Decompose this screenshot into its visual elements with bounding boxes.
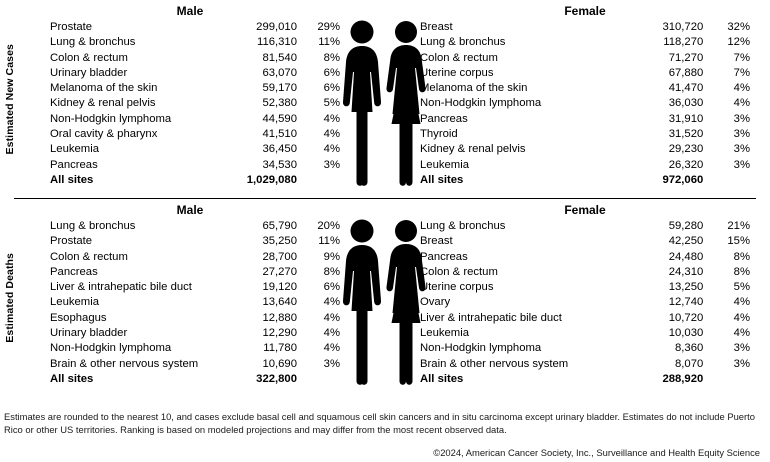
cell-site: Leukemia [420, 158, 469, 171]
cell-percent: 6% [323, 82, 340, 95]
table-row [420, 357, 750, 372]
cell-site: Ovary [420, 296, 451, 309]
cell-percent: 4% [323, 112, 340, 125]
cell-site: Non-Hodgkin lymphoma [50, 342, 172, 355]
cell-percent: 21% [727, 220, 750, 232]
cell-count: 36,030 [668, 97, 704, 110]
cell-site: Leukemia [420, 327, 469, 340]
cell-count: 42,250 [668, 235, 704, 248]
table-row [50, 20, 340, 35]
table-row [50, 234, 340, 249]
cell-site: All sites [50, 372, 94, 385]
cell-site: Prostate [50, 21, 93, 33]
cell-count: 27,270 [262, 265, 297, 278]
table-row [50, 35, 340, 50]
cell-percent [703, 173, 750, 188]
cell-count: 322,800 [256, 372, 297, 385]
table-row-total [420, 173, 750, 188]
cell-site: All sites [420, 173, 464, 186]
table-row [420, 326, 750, 341]
cell-count: 36,450 [262, 143, 297, 156]
cell-percent: 4% [733, 296, 750, 309]
table-row [50, 51, 340, 66]
column-header-female-new-cases: Female [564, 4, 606, 18]
table-female-deaths [420, 219, 750, 387]
table-row [420, 265, 750, 280]
cell-percent: 4% [323, 143, 340, 156]
cell-count: 116,310 [257, 36, 297, 49]
table-row [420, 311, 750, 326]
cell-site: Melanoma of the skin [50, 82, 158, 95]
column-header-male-new-cases: Male [176, 4, 204, 18]
cell-count: 118,270 [663, 36, 704, 49]
cell-percent: 4% [733, 311, 750, 324]
cell-percent: 8% [323, 265, 340, 278]
cell-percent: 5% [323, 97, 340, 110]
cell-site: Esophagus [50, 311, 107, 324]
cell-site: Melanoma of the skin [420, 82, 528, 95]
cell-site: Pancreas [50, 158, 98, 171]
table-row [420, 35, 750, 50]
table-row [50, 219, 340, 234]
cell-site: Breast [420, 235, 453, 248]
cell-site: Pancreas [50, 265, 98, 278]
cell-percent: 4% [733, 82, 750, 95]
cell-count: 63,070 [262, 66, 297, 79]
cell-site: Leukemia [50, 143, 99, 156]
cell-percent: 3% [733, 112, 750, 125]
human-figures-deaths [340, 215, 432, 390]
cell-count: 65,790 [262, 220, 297, 232]
table-row-total [50, 173, 340, 188]
cell-site: Colon & rectum [420, 265, 498, 278]
cell-site: Pancreas [420, 112, 468, 125]
cell-count: 13,250 [668, 281, 704, 294]
cell-site: Colon & rectum [420, 51, 498, 64]
table-row [420, 280, 750, 295]
cell-site: All sites [50, 173, 94, 186]
cell-site: All sites [420, 372, 464, 385]
table-row [420, 158, 750, 173]
cell-site: Kidney & renal pelvis [420, 143, 526, 156]
cell-site: Urinary bladder [50, 327, 128, 340]
cell-site: Colon & rectum [50, 51, 128, 64]
table-male-new-cases [50, 20, 340, 188]
table-row [50, 66, 340, 81]
table-row [420, 20, 750, 35]
table-female-new-cases [420, 20, 750, 188]
cell-percent: 8% [733, 265, 750, 278]
cell-count: 288,920 [662, 372, 704, 385]
cell-count: 44,590 [262, 112, 297, 125]
cell-count: 24,310 [668, 265, 704, 278]
cell-count: 67,880 [668, 66, 704, 79]
cell-percent: 8% [323, 51, 340, 64]
cell-percent: 3% [733, 143, 750, 156]
table-row [50, 295, 340, 310]
table-row [420, 341, 750, 356]
cell-percent [703, 372, 750, 387]
column-header-male-deaths: Male [176, 203, 204, 217]
cell-site: Leukemia [50, 296, 99, 309]
cell-site: Uterine corpus [420, 66, 494, 79]
cell-count: 8,360 [675, 342, 704, 355]
copyright-text: ©2024, American Cancer Society, Inc., Surveillance and Health Equity Science [433, 447, 760, 458]
table-row [50, 265, 340, 280]
cell-percent: 9% [323, 250, 340, 263]
cell-count: 972,060 [662, 173, 704, 186]
panel-estimated-deaths [0, 199, 770, 397]
panel-axis-label-deaths [2, 199, 18, 397]
table-row [420, 234, 750, 249]
cell-percent: 4% [323, 342, 340, 355]
table-row [50, 311, 340, 326]
cell-count: 26,320 [668, 158, 704, 171]
cell-percent: 11% [318, 235, 340, 248]
table-row [50, 158, 340, 173]
cell-percent: 3% [323, 357, 340, 370]
axis-label-text: Estimated New Cases [4, 43, 16, 155]
cell-site: Urinary bladder [50, 66, 128, 79]
cell-count: 11,780 [263, 342, 297, 355]
cell-percent: 3% [733, 357, 750, 370]
cell-percent: 12% [727, 36, 750, 49]
human-figures-new-cases [340, 16, 432, 191]
table-row [50, 112, 340, 127]
cell-count: 8,070 [675, 357, 704, 370]
cell-percent: 6% [323, 66, 340, 79]
table-row [420, 219, 750, 234]
cell-percent: 8% [733, 250, 750, 263]
cell-percent: 3% [733, 158, 750, 171]
cell-count: 52,380 [262, 97, 297, 110]
cell-site: Colon & rectum [50, 250, 128, 263]
cell-count: 59,170 [262, 82, 297, 95]
table-row-total [420, 372, 750, 387]
cell-percent: 7% [733, 51, 750, 64]
table-row [50, 280, 340, 295]
table-row [50, 81, 340, 96]
cell-count: 59,280 [668, 220, 704, 232]
cell-percent: 4% [323, 311, 340, 324]
cell-percent: 3% [323, 158, 340, 171]
cell-count: 34,530 [262, 158, 297, 171]
table-male-deaths [50, 219, 340, 387]
table-row [420, 127, 750, 142]
cell-site: Brain & other nervous system [420, 357, 569, 370]
cell-percent: 11% [318, 36, 340, 49]
cell-count: 35,250 [262, 235, 297, 248]
cell-percent [297, 173, 340, 188]
cell-site: Breast [420, 21, 453, 33]
cell-site: Lung & bronchus [420, 220, 506, 232]
cell-percent: 3% [733, 128, 750, 141]
table-row-total [50, 372, 340, 387]
cell-percent: 5% [733, 281, 750, 294]
cell-percent: 4% [733, 327, 750, 340]
cell-site: Brain & other nervous system [50, 357, 199, 370]
cell-count: 10,720 [668, 311, 704, 324]
table-row [50, 250, 340, 265]
cell-percent: 3% [733, 342, 750, 355]
cell-percent: 7% [733, 66, 750, 79]
cell-count: 13,640 [262, 296, 297, 309]
cell-count: 28,700 [262, 250, 297, 263]
table-row [50, 326, 340, 341]
table-row [50, 357, 340, 372]
cell-count: 24,480 [668, 250, 704, 263]
cell-count: 29,230 [668, 143, 704, 156]
cell-percent: 4% [323, 296, 340, 309]
cell-percent [297, 372, 340, 387]
table-row [50, 127, 340, 142]
cell-site: Kidney & renal pelvis [50, 97, 156, 110]
table-row [420, 142, 750, 157]
cell-count: 41,470 [668, 82, 704, 95]
cell-site: Thyroid [420, 128, 458, 141]
cell-site: Non-Hodgkin lymphoma [420, 342, 542, 355]
cell-count: 12,880 [262, 311, 297, 324]
cell-site: Lung & bronchus [50, 36, 136, 49]
cell-count: 19,120 [262, 281, 297, 294]
cell-site: Liver & intrahepatic bile duct [420, 311, 562, 324]
cell-count: 299,010 [256, 21, 297, 33]
cell-count: 12,740 [668, 296, 704, 309]
cell-percent: 4% [733, 97, 750, 110]
cell-percent: 20% [317, 220, 340, 232]
footnote-text: Estimates are rounded to the nearest 10, and cases exclude basal cell and squamous cell skin cancers and in situ carcinoma except urinary bladder. Estimates do not include Puerto Rico or other US territories. Ranking is based on modeled projections and may differ from the most recent observed data. [4, 411, 755, 435]
cell-count: 31,910 [668, 112, 704, 125]
cell-site: Oral cavity & pharynx [50, 128, 158, 141]
cell-count: 1,029,080 [246, 173, 297, 186]
table-row [50, 142, 340, 157]
column-header-female-deaths: Female [564, 203, 606, 217]
table-row [50, 96, 340, 111]
cell-percent: 6% [323, 281, 340, 294]
table-row [50, 341, 340, 356]
cell-site: Liver & intrahepatic bile duct [50, 281, 192, 294]
cell-percent: 29% [317, 21, 340, 33]
male-figure-icon [343, 220, 381, 385]
table-row [420, 112, 750, 127]
cell-site: Uterine corpus [420, 281, 494, 294]
cell-percent: 15% [727, 235, 750, 248]
table-row [420, 66, 750, 81]
cell-count: 31,520 [668, 128, 704, 141]
axis-label-text: Estimated Deaths [4, 253, 16, 343]
cell-count: 10,030 [668, 327, 704, 340]
cell-site: Prostate [50, 235, 93, 248]
cell-site: Non-Hodgkin lymphoma [50, 112, 172, 125]
cell-site: Non-Hodgkin lymphoma [420, 97, 542, 110]
cell-percent: 4% [323, 128, 340, 141]
cell-count: 81,540 [262, 51, 297, 64]
cell-count: 71,270 [668, 51, 704, 64]
table-row [420, 96, 750, 111]
table-row [420, 51, 750, 66]
panel-axis-label-new-cases [2, 0, 18, 198]
cell-percent: 32% [727, 21, 750, 33]
cell-site: Pancreas [420, 250, 468, 263]
cell-count: 310,720 [662, 21, 704, 33]
table-row [420, 295, 750, 310]
cell-site: Lung & bronchus [420, 36, 506, 49]
male-figure-icon [343, 21, 381, 186]
panel-estimated-new-cases [0, 0, 770, 198]
cell-count: 12,290 [262, 327, 297, 340]
cell-site: Lung & bronchus [50, 220, 136, 232]
cell-percent: 4% [323, 327, 340, 340]
cell-count: 10,690 [262, 357, 297, 370]
table-row [420, 81, 750, 96]
cell-count: 41,510 [262, 128, 297, 141]
table-row [420, 250, 750, 265]
